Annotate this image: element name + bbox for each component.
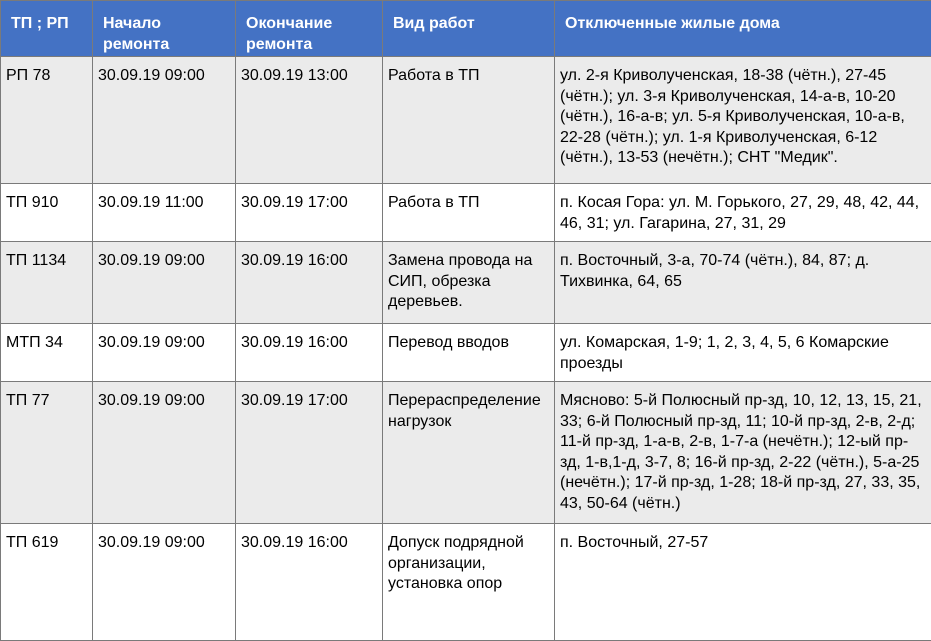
cell-houses: ул. Комарская, 1-9; 1, 2, 3, 4, 5, 6 Комарские проезды xyxy=(555,324,931,382)
header-row xyxy=(1,1,931,57)
cell-end: 30.09.19 16:00 xyxy=(236,524,383,641)
cell-houses: Мясново: 5-й Полюсный пр-зд, 10, 12, 13, 15, 21, 33; 6-й Полюсный пр-зд, 11; 10-й пр-зд, 2-в, 2-д; 11-й пр-зд, 1-а-в, 2-в, 1-7-а (нечётн.); 12-ый пр-зд, 1-в,1-д, 3-7, 8; 16-й пр-зд, 2-22 (чётн.), 5-а-25 (нечётн.); 17-й пр-зд, 1-28; 18-й пр-зд, 27, 33, 35, 43, 50-64 (чётн.) xyxy=(555,382,931,524)
cell-end: 30.09.19 13:00 xyxy=(236,57,383,184)
cell-houses: ул. 2-я Криволученская, 18-38 (чётн.), 27-45 (чётн.); ул. 3-я Криволученская, 14-а-в, 10-20 (чётн.), 16-а-в; ул. 5-я Криволученская, 10-а-в, 22-28 (чётн.); ул. 1-я Криволученская, 6-12 (чётн.), 13-53 (нечётн.); СНТ "Медик". xyxy=(555,57,931,184)
header-houses: Отключенные жилые дома xyxy=(555,1,931,57)
table-row xyxy=(1,524,931,641)
header-end: Окончание ремонта xyxy=(236,1,383,57)
cell-tp: ТП 1134 xyxy=(1,242,93,324)
cell-end: 30.09.19 17:00 xyxy=(236,184,383,242)
cell-houses: п. Восточный, 3-а, 70-74 (чётн.), 84, 87; д. Тихвинка, 64, 65 xyxy=(555,242,931,324)
cell-tp: ТП 910 xyxy=(1,184,93,242)
cell-work: Перераспределение нагрузок xyxy=(383,382,555,524)
table-row xyxy=(1,184,931,242)
cell-start: 30.09.19 09:00 xyxy=(93,242,236,324)
header-start: Начало ремонта xyxy=(93,1,236,57)
cell-end: 30.09.19 16:00 xyxy=(236,324,383,382)
cell-work: Работа в ТП xyxy=(383,57,555,184)
cell-tp: ТП 77 xyxy=(1,382,93,524)
table-row xyxy=(1,57,931,184)
cell-work: Работа в ТП xyxy=(383,184,555,242)
cell-start: 30.09.19 09:00 xyxy=(93,524,236,641)
cell-start: 30.09.19 09:00 xyxy=(93,57,236,184)
cell-start: 30.09.19 09:00 xyxy=(93,324,236,382)
header-tp: ТП ; РП xyxy=(1,1,93,57)
cell-work: Замена провода на СИП, обрезка деревьев. xyxy=(383,242,555,324)
cell-start: 30.09.19 11:00 xyxy=(93,184,236,242)
cell-tp: ТП 619 xyxy=(1,524,93,641)
cell-end: 30.09.19 16:00 xyxy=(236,242,383,324)
table-row xyxy=(1,242,931,324)
cell-work: Допуск подрядной организации, установка опор xyxy=(383,524,555,641)
cell-houses: п. Восточный, 27-57 xyxy=(555,524,931,641)
cell-houses: п. Косая Гора: ул. М. Горького, 27, 29, 48, 42, 44, 46, 31; ул. Гагарина, 27, 31, 29 xyxy=(555,184,931,242)
cell-start: 30.09.19 09:00 xyxy=(93,382,236,524)
cell-work: Перевод вводов xyxy=(383,324,555,382)
cell-tp: МТП 34 xyxy=(1,324,93,382)
header-work: Вид работ xyxy=(383,1,555,57)
cell-end: 30.09.19 17:00 xyxy=(236,382,383,524)
cell-tp: РП 78 xyxy=(1,57,93,184)
table-row xyxy=(1,324,931,382)
table-row xyxy=(1,382,931,524)
